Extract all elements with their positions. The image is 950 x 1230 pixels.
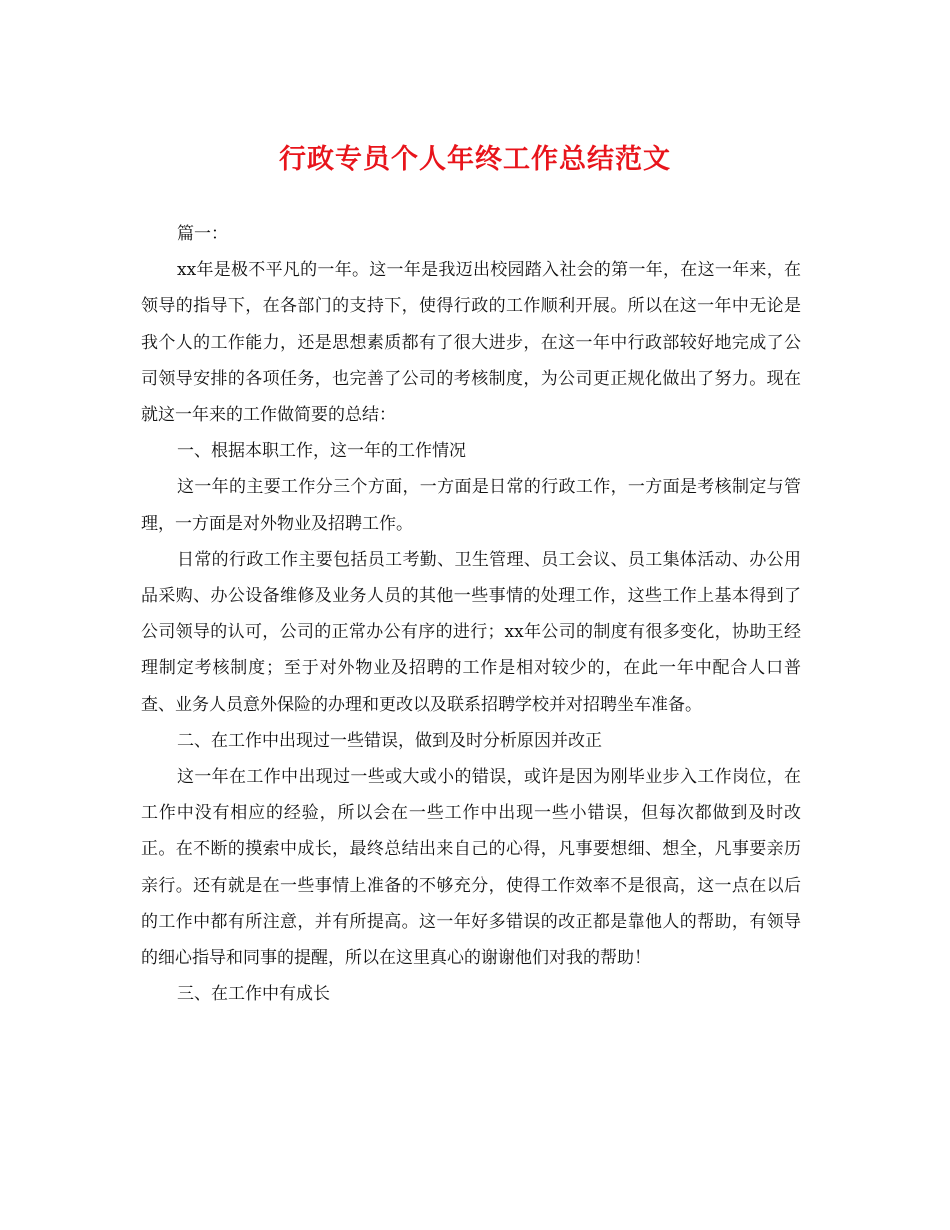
section-heading: 篇一： — [177, 224, 228, 244]
document-body — [141, 216, 801, 1012]
document-title: 行政专员个人年终工作总结范文 — [279, 144, 671, 175]
paragraph: xx年是极不平凡的一年。这一年是我迈出校园踏入社会的第一年，在这一年来，在领导的指导下，在各部门的支持下，使得行政的工作顺利开展。所以在这一年中无论是我个人的工作能力，还是思想素质都有了很大进步，在这一年中行政部较好地完成了公司领导安排的各项任务，也完善了公司的考核制度，为公司更正规化做出了努力。现在就这一年来的工作做简要的总结： — [141, 260, 801, 426]
section-heading: 二、在工作中出现过一些错误，做到及时分析原因并改正 — [177, 730, 602, 751]
section-heading: 三、在工作中有成长 — [177, 984, 330, 1005]
paragraph: 这一年的主要工作分三个方面，一方面是日常的行政工作，一方面是考核制定与管理，一方面是对外物业及招聘工作。 — [141, 477, 801, 534]
section-heading: 一、根据本职工作，这一年的工作情况 — [177, 441, 466, 462]
paragraph: 这一年在工作中出现过一些或大或小的错误，或许是因为刚毕业步入工作岗位，在工作中没有相应的经验，所以会在一些工作中出现一些小错误，但每次都做到及时改正。在不断的摸索中成长，最终总结出来自己的心得，凡事要想细、想全，凡事要亲历亲行。还有就是在一些事情上准备的不够充分，使得工作效率不是很高，这一点在以后的工作中都有所注意，并有所提高。这一年好多错误的改正都是靠他人的帮助，有领导的细心指导和同事的提醒，所以在这里真心的谢谢他们对我的帮助！ — [141, 767, 801, 969]
paragraph: 日常的行政工作主要包括员工考勤、卫生管理、员工会议、员工集体活动、办公用品采购、办公设备维修及业务人员的其他一些事情的处理工作，这些工作上基本得到了公司领导的认可，公司的正常办公有序的进行；xx年公司的制度有很多变化，协助王经理制定考核制度；至于对外物业及招聘的工作是相对较少的，在此一年中配合人口普查、业务人员意外保险的办理和更改以及联系招聘学校并对招聘坐车准备。 — [141, 549, 801, 715]
